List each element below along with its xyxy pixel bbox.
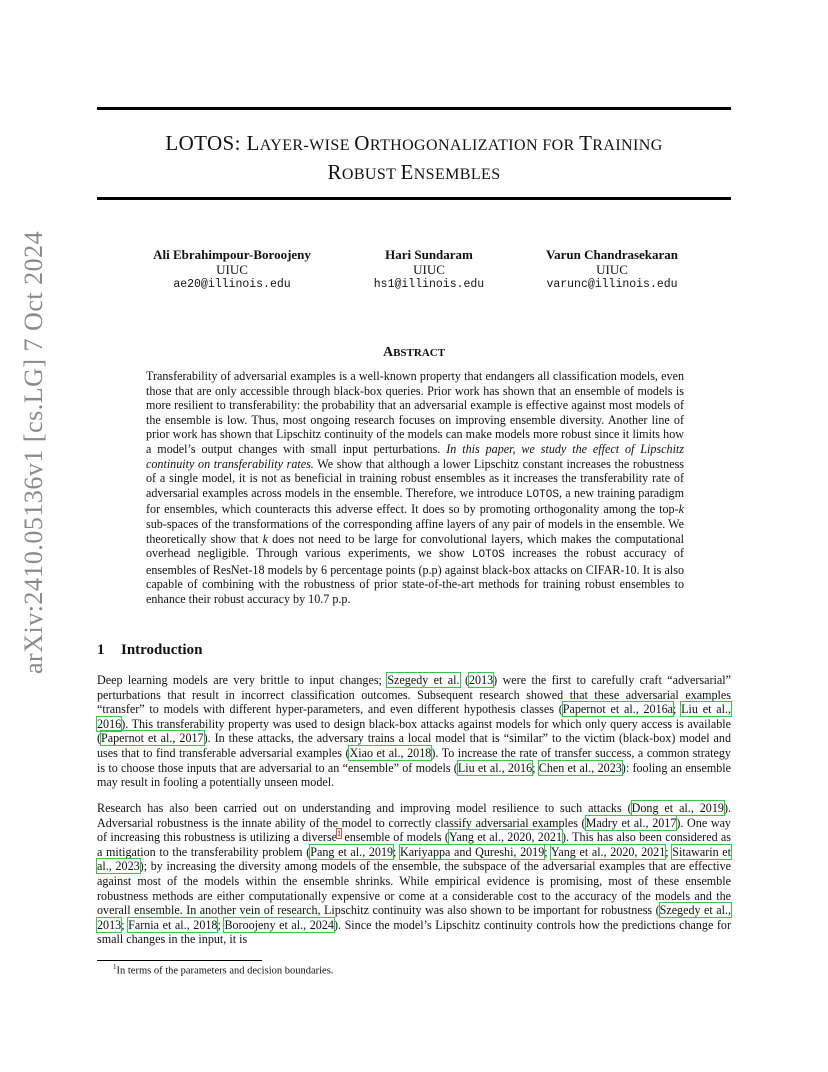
citation-link[interactable]: Sitawarin et al., 2023 <box>97 844 731 874</box>
footnote <box>113 963 333 977</box>
title-part: OBUST <box>341 166 401 183</box>
text: ). One way of increasing this robustness is utilizing a diverse <box>97 815 731 845</box>
text: Research has also been carried out on understanding and improving model resilience to such attacks ( <box>97 801 632 815</box>
abstract-text: sub-spaces of the transformations of the corresponding affine layers of any pair of models in the ensemble. We theoretically show that <box>146 516 684 546</box>
footnote-number: 1 <box>113 963 117 971</box>
text: ). To increase the rate of transfer success, a common strategy is to choose those inputs that are adversarial to an “ensemble” of models ( <box>97 745 731 775</box>
citation-link[interactable]: Xiao et al., 2018 <box>349 745 432 760</box>
citation-link[interactable]: Chen et al., 2023 <box>538 760 622 775</box>
intro-paragraph-1 <box>97 673 731 790</box>
method-name: LOTOS <box>471 549 505 562</box>
citation-link[interactable]: Dong et al., 2019 <box>631 801 724 815</box>
citation-link[interactable]: Boroojeny et al., 2024 <box>224 917 334 932</box>
intro-paragraph-2 <box>97 801 731 947</box>
author-email: varunc@illinois.edu <box>546 278 678 291</box>
text: ; <box>121 917 129 932</box>
method-name: LOTOS <box>525 488 559 501</box>
abstract-text: , a new training paradigm for ensembles, which counteracts this adverse effect. It does so by promoting orthogonality among the top- <box>146 485 684 517</box>
arxiv-stamp <box>16 230 48 674</box>
abstract-text: increases the robust accuracy of ensembles of ResNet-18 models by 6 percentage points (p.p) against black-box attacks on CIFAR-10. It is also capable of combining with the robustness of prior state-of-the-art methods for training robust ensembles to enhance their robust accuracy by 10.7 p.p. <box>146 546 684 606</box>
title-part: E <box>400 160 414 184</box>
math-k: k <box>262 531 268 546</box>
text: ). This transferability property was used to design black-box attacks against models for which only query access is available ( <box>97 716 731 746</box>
title-part: NSEMBLES <box>413 166 501 183</box>
text: ; <box>393 844 401 859</box>
author-name: Hari Sundaram <box>385 247 473 262</box>
citation-link[interactable]: Kariyappa and Qureshi, 2019 <box>400 844 545 859</box>
footnote-text: In terms of the parameters and decision boundaries. <box>116 965 334 977</box>
text: Deep learning models are very brittle to input changes; <box>97 673 388 687</box>
author-email: hs1@illinois.edu <box>373 278 485 291</box>
arxiv-stamp-text: arXiv:2410.05136v1 [cs.LG] 7 Oct 2024 <box>19 230 48 674</box>
abstract-heading-part: BSTRACT <box>393 347 446 359</box>
title-part: T <box>579 131 593 155</box>
citation-link[interactable]: Papernot et al., 2016a <box>562 702 674 717</box>
title-part: AYER-WISE <box>259 137 355 154</box>
citation-link[interactable]: Farnia et al., 2018 <box>128 917 218 932</box>
citation-link[interactable]: Madry et al., 2017 <box>585 815 677 830</box>
author-email: ae20@illinois.edu <box>173 278 291 291</box>
section-number: 1 <box>97 642 105 658</box>
abstract-italic-text: In this paper, we study the effect of Lipschitz continuity on transferability rates. <box>146 441 684 471</box>
text: ; <box>665 844 673 859</box>
abstract-text: Transferability of adversarial examples is a well-known property that endangers all classification models, even those that are only accessible through black-box queries. Prior work has shown that an ensemble of models is more resilient to transferability: the probability that an adversarial example is effective against most models of the ensemble is low. Thus, most ongoing research focuses on improving ensemble diversity. Another line of prior work has shown that Lipschitz continuity of the models can make models more robust since it limits how a model’s output changes with small input perturbations. <box>146 369 684 456</box>
text: ). This has also been considered as a mitigation to the transferability problem ( <box>97 830 731 859</box>
text: ; <box>673 702 682 717</box>
text: ). In these attacks, the adversary trains a local model that is “similar” to the victim (black-box) model and uses that to find transferable adversarial examples ( <box>97 731 732 760</box>
title-part: R <box>327 160 342 184</box>
abstract-body <box>146 369 684 607</box>
text: ; <box>544 844 551 859</box>
text: ( <box>459 673 469 687</box>
text: ). Since the model’s Lipschitz continuity controls how the predictions change for small changes in the input, it is <box>97 917 732 947</box>
text: ; <box>217 917 225 932</box>
text: ensemble of models ( <box>341 830 449 845</box>
abstract-heading <box>97 345 731 361</box>
author-affiliation: UIUC <box>216 262 248 277</box>
citation-link[interactable]: Szegedy et al., 2013 <box>97 903 731 932</box>
title-rule-top <box>97 107 731 110</box>
title-rule-bottom <box>97 197 731 200</box>
author-affiliation: UIUC <box>596 262 628 277</box>
citation-link[interactable]: 2013 <box>468 673 494 687</box>
paper-title <box>97 130 731 188</box>
text: ): fooling an ensemble may result in fooling a potentially unseen model. <box>97 760 732 790</box>
abstract-text: We show that although a lower Lipschitz constant increases the robustness of a single model, it is not as beneficial in training robust ensembles as it increases the transferability rate of adversarial examples across models in the ensemble. Therefore, we introduce <box>146 456 684 500</box>
citation-link[interactable]: Szegedy et al. <box>387 673 460 687</box>
citation-link[interactable]: Yang et al., 2020, 2021 <box>448 830 562 845</box>
abstract-text: does not need to be large for convolutional layers, which makes the computational overhead negligible. Through various experiments, we show <box>146 531 684 561</box>
citation-link[interactable]: Papernot et al., 2017 <box>101 731 204 746</box>
author-affiliation: UIUC <box>413 262 445 277</box>
title-part: RTHOGONALIZATION FOR <box>369 137 580 154</box>
math-k: k <box>678 502 684 517</box>
citation-link[interactable]: Liu et al., 2016 <box>457 760 533 775</box>
author-name: Ali Ebrahimpour-Boroojeny <box>153 247 311 262</box>
citation-link[interactable]: Yang et al., 2020, 2021 <box>550 844 666 859</box>
text: ); by increasing the diversity among models of the ensemble, the subspace of the adversarial examples that are effective against most of the models within the ensemble shrinks. While empirical evidence is promising, most of these ensemble robustness methods are either computationally expensive or come at a considerable cost to the accuracy of the models and the overall ensemble. In another vein of research, Lipschitz continuity was also shown to be important for robustness ( <box>97 859 731 918</box>
text: ) were the first to carefully craft “adversarial” perturbations that result in incorrect classification outcomes. Subsequent research showed that these adversarial examples “transfer” to models with different hyper-parameters, and even different hypothesis classes ( <box>97 673 731 717</box>
title-part: O <box>354 131 370 155</box>
section-title: Introduction <box>121 642 203 658</box>
abstract-heading-part: A <box>382 345 394 360</box>
text: ). Adversarial robustness is the innate ability of the model to correctly classify adversarial examples ( <box>97 801 731 830</box>
section-heading <box>97 642 202 659</box>
title-part: RAINING <box>592 137 663 154</box>
footnote-marker[interactable]: 1 <box>337 829 342 839</box>
author-block <box>122 247 342 292</box>
citation-link[interactable]: Liu et al., 2016 <box>97 702 731 731</box>
footnote-rule <box>97 960 262 961</box>
text: ; <box>532 760 539 775</box>
author-block <box>502 247 722 292</box>
citation-link[interactable]: Pang et al., 2019 <box>310 844 394 859</box>
title-part: LOTOS: L <box>165 131 260 155</box>
author-name: Varun Chandrasekaran <box>545 247 679 262</box>
